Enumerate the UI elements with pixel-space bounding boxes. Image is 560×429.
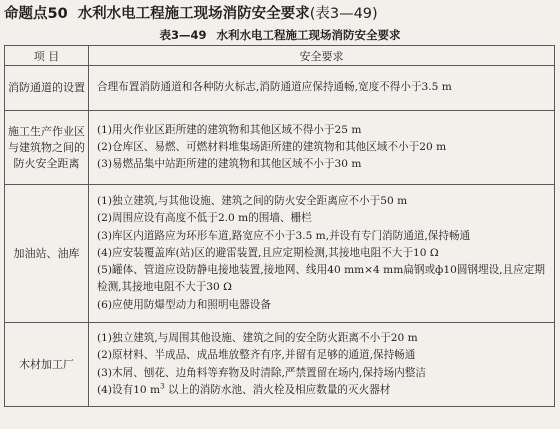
table-row <box>5 111 555 185</box>
requirement-line: (2)周围应设有高度不低于2.0 m的围墙、栅栏 <box>97 212 312 225</box>
requirement-line: 合理布置消防通道和各种防火标志,消防通道应保持通畅,宽度不得小于3.5 m <box>97 81 452 94</box>
requirement-line: (6)应使用防爆型动力和照明电器设备 <box>97 298 271 311</box>
requirement-line: (5)罐体、管道应设防静电接地装置,接地网、线用40 mm×4 mm扁钢或ф10圆钢埋设,且应定期检测,其接地电阻不大于30 Ω <box>97 264 545 294</box>
column-header-item: 项 目 <box>5 46 89 66</box>
requirements-cell <box>89 111 555 185</box>
requirement-line: (1)独立建筑,与其他设施、建筑之间的防火安全距离应不小于50 m <box>97 194 408 207</box>
requirements-cell <box>89 185 555 323</box>
row-item-label: 消防通道的设置 <box>5 66 89 111</box>
table-caption-number: 表3—49 <box>159 28 207 42</box>
requirement-text: (4)设有10 m <box>97 383 161 396</box>
superscript-exponent: 3 <box>160 382 165 391</box>
requirement-line: (4)应安装覆盖库(站)区的避雷装置,且应定期检测,其接地电阻不大于10 Ω <box>97 246 439 259</box>
heading-title: 水利水电工程施工现场消防安全要求 <box>77 6 310 22</box>
heading-ref: (表3—49) <box>309 6 378 22</box>
table-caption <box>0 27 560 43</box>
table-row <box>5 185 555 323</box>
requirements-cell <box>89 323 555 407</box>
requirement-line: (2)仓库区、易燃、可燃材料堆集场距所建的建筑物和其他区域不小于20 m <box>97 140 447 153</box>
table-caption-title: 水利水电工程施工现场消防安全要求 <box>216 28 401 42</box>
requirement-line: (2)原材料、半成品、成品堆放整齐有序,并留有足够的通道,保持畅通 <box>97 349 416 362</box>
requirement-line: (1)用火作业区距所建的建筑物和其他区域不得小于25 m <box>97 123 362 136</box>
requirement-line <box>97 382 548 399</box>
fire-safety-table <box>4 45 555 407</box>
table-header-row <box>5 46 555 66</box>
requirement-line: (3)库区内道路应为环形车道,路宽应不小于3.5 m,并设有专门消防通道,保持畅通 <box>97 229 471 242</box>
table-row <box>5 66 555 111</box>
requirement-line: (3)易燃品集中站距所建的建筑物和其他区域不小于30 m <box>97 158 362 171</box>
row-item-label: 木材加工厂 <box>5 323 89 407</box>
column-header-requirements: 安全要求 <box>89 46 555 66</box>
requirement-text: 以上的消防水池、消火栓及相应数量的灭火器材 <box>167 383 391 396</box>
row-item-label: 施工生产作业区与建筑物之间的防火安全距离 <box>5 111 89 185</box>
requirements-cell <box>89 66 555 111</box>
requirement-line: (3)木屑、刨花、边角料等弃物及时清除,严禁置留在场内,保持场内整洁 <box>97 366 426 379</box>
heading-label: 命题点50 <box>4 6 68 22</box>
section-heading <box>4 3 556 25</box>
requirement-line: (1)独立建筑,与周围其他设施、建筑之间的安全防火距离不小于20 m <box>97 331 418 344</box>
table-row <box>5 323 555 407</box>
row-item-label: 加油站、油库 <box>5 185 89 323</box>
